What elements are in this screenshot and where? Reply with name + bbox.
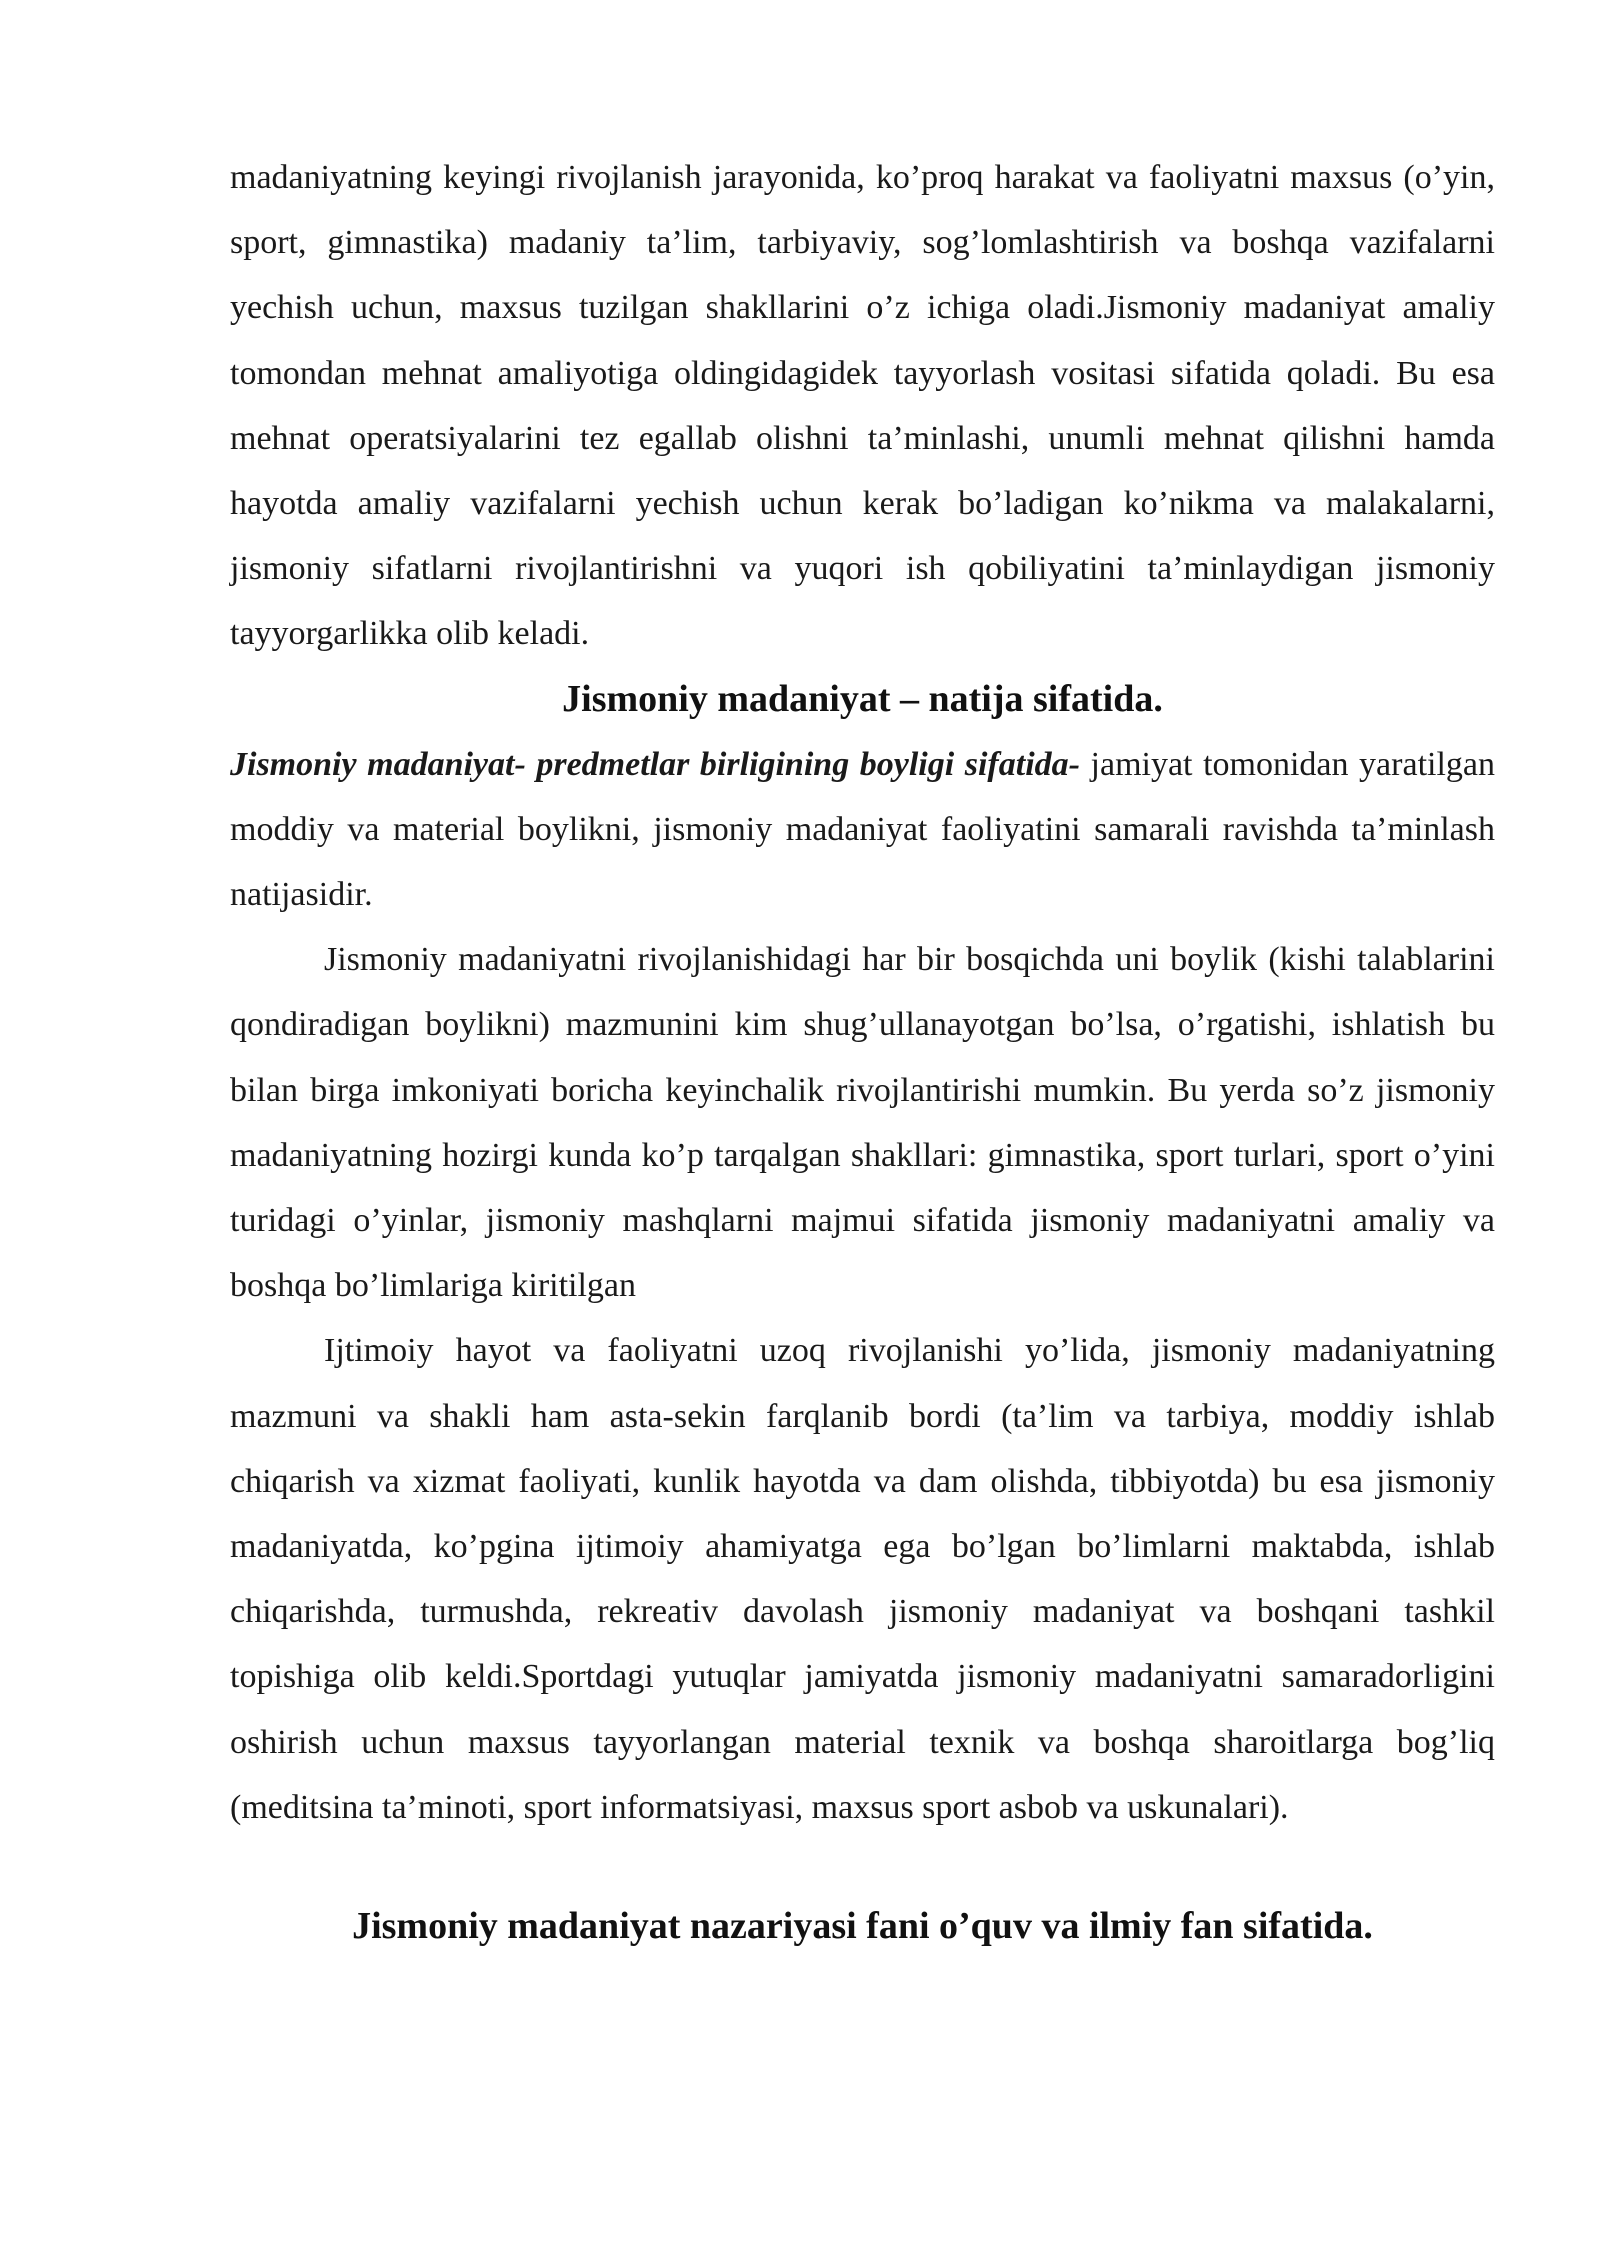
definition-term: Jismoniy madaniyat- predmetlar birligining boyligi sifatida- — [230, 745, 1080, 783]
definition-text: jamiyat tomonidan yaratilgan moddiy va material boylikni, jismoniy madaniyat faoliyatini samarali ravishda ta’minlash natijasidir. — [230, 745, 1495, 914]
paragraph-continuation: madaniyatning keyingi rivojlanish jarayonida, ko’proq harakat va faoliyatni maxsus (o’yin, sport, gimnastika) madaniy ta’lim, tarbiyaviy, sog’lomlashtirish va boshqa vazifalarni yechish uchun, maxsus tuzilgan shakllarini o’z ichiga oladi.Jismoniy madaniyat amaliy tomondan mehnat amaliyotiga oldingidagidek tayyorlash vositasi sifatida qoladi. Bu esa mehnat operatsiyalarini tez egallab olishni ta’minlashi, unumli mehnat qilishni hamda hayotda amaliy vazifalarni yechish uchun kerak bo’ladigan ko’nikma va malakalarni, jismoniy sifatlarni rivojlantirishni va yuqori ish qobiliyatini ta’minlaydigan jismoniy tayyorgarlikka olib keladi. — [230, 159, 1495, 653]
paragraph-development: Jismoniy madaniyatni rivojlanishidagi har bir bosqichda uni boylik (kishi talablarini qondiradigan boylikni) mazmunini kim shug’ullanayotgan bo’lsa, o’rgatishi, ishlatish bu bilan birga imkoniyati boricha keyinchalik rivojlantirishi mumkin. Bu yerda so’z jismoniy madaniyatning hozirgi kunda ko’p tarqalgan shakllari: gimnastika, sport turlari, sport o’yini turidagi o’yinlar, jismoniy mashqlarni majmui sifatida jismoniy madaniyatni amaliy va boshqa bo’limlariga kiritilgan — [230, 941, 1495, 1305]
paragraph-definition — [230, 732, 1495, 928]
paragraph-social-life: Ijtimoiy hayot va faoliyatni uzoq rivojlanishi yo’lida, jismoniy madaniyatning mazmuni va shakli ham asta-sekin farqlanib bordi (ta’lim va tarbiya, moddiy ishlab chiqarish va xizmat faoliyati, kunlik hayotda va dam olishda, tibbiyotda) bu esa jismoniy madaniyatda, ko’pgina ijtimoiy ahamiyatga ega bo’lgan bo’limlarni maktabda, ishlab chiqarishda, turmushda, rekreativ davolash jismoniy madaniyat va boshqani tashkil topishiga olib keldi.Sportdagi yutuqlar jamiyatda jismoniy madaniyatni samaradorligini oshirish uchun maxsus tayyorlangan material texnik va boshqa sharoitlarga bog’liq (meditsina ta’minoti, sport informatsiyasi, maxsus sport asbob va uskunalari). — [230, 1332, 1495, 1826]
section-heading-theory: Jismoniy madaniyat nazariyasi fani o’quv va ilmiy fan sifatida. — [352, 1905, 1373, 1948]
section-heading-result: Jismoniy madaniyat – natija sifatida. — [562, 677, 1163, 720]
document-page — [230, 145, 1495, 1959]
